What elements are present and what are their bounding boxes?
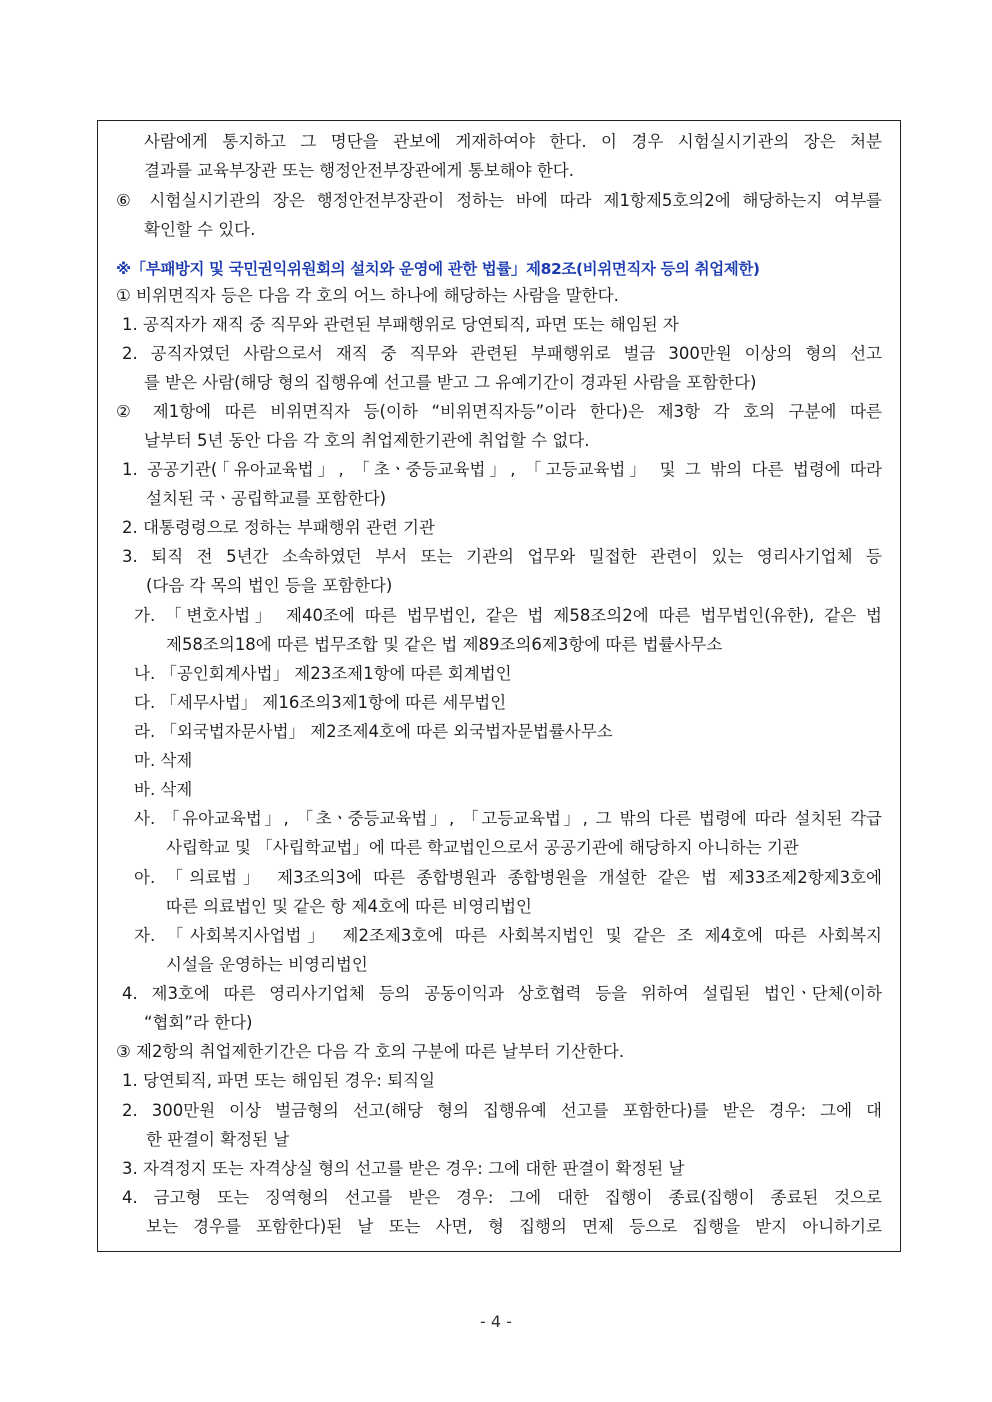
text-line: 날부터 5년 동안 다음 각 호의 취업제한기관에 취업할 수 없다. bbox=[144, 431, 590, 450]
text-line: 한 판결이 확정된 날 bbox=[146, 1130, 290, 1149]
text-line: 2. 대통령령으로 정하는 부패행위 관련 기관 bbox=[122, 518, 435, 537]
text-line: 자. 「사회복지사업법」 제2조제3호에 따른 사회복지법인 및 같은 조 제4호에 따른 사회복지 bbox=[134, 926, 882, 945]
document-box bbox=[97, 120, 901, 1252]
text-line: “협회”라 한다) bbox=[144, 1013, 253, 1032]
text-line: ① 비위면직자 등은 다음 각 호의 어느 하나에 해당하는 사람을 말한다. bbox=[116, 286, 619, 305]
text-line: 다. 「세무사법」 제16조의3제1항에 따른 세무법인 bbox=[134, 693, 507, 712]
text-line: 4. 금고형 또는 징역형의 선고를 받은 경우: 그에 대한 집행이 종료(집행이 종료된 것으로 bbox=[122, 1188, 882, 1207]
text-line: 2. 300만원 이상 벌금형의 선고(해당 형의 집행유예 선고를 포함한다)를 받은 경우: 그에 대 bbox=[122, 1101, 882, 1120]
text-line: 보는 경우를 포함한다)된 날 또는 사면, 형 집행의 면제 등으로 집행을 받지 아니하기로 bbox=[146, 1217, 882, 1236]
text-line: 아. 「의료법」 제3조의3에 따른 종합병원과 종합병원을 개설한 같은 법 제33조제2항제3호에 bbox=[134, 868, 882, 887]
text-line: 4. 제3호에 따른 영리사기업체 등의 공동이익과 상호협력 등을 위하여 설립된 법인ㆍ단체(이하 bbox=[122, 984, 882, 1003]
text-line: 1. 공공기관(「유아교육법」, 「초ㆍ중등교육법」, 「고등교육법」 및 그 밖의 다른 법령에 따라 bbox=[122, 460, 882, 479]
text-line: 사립학교 및 「사립학교법」에 따른 학교법인으로서 공공기관에 해당하지 아니하는 기관 bbox=[166, 838, 799, 857]
page-number: - 4 - bbox=[480, 1312, 512, 1331]
text-line: 바. 삭제 bbox=[134, 780, 193, 799]
text-line: 라. 「외국법자문사법」 제2조제4호에 따른 외국법자문법률사무소 bbox=[134, 722, 613, 741]
text-line: 3. 퇴직 전 5년간 소속하였던 부서 또는 기관의 업무와 밀접한 관련이 있는 영리사기업체 등 bbox=[122, 547, 882, 566]
text-line: 가. 「변호사법」 제40조에 따른 법무법인, 같은 법 제58조의2에 따른 법무법인(유한), 같은 법 bbox=[134, 606, 882, 625]
text-line: 를 받은 사람(해당 형의 집행유예 선고를 받고 그 유예기간이 경과된 사람을 포함한다) bbox=[144, 373, 757, 392]
text-line: ③ 제2항의 취업제한기간은 다음 각 호의 구분에 따른 날부터 기산한다. bbox=[116, 1042, 625, 1061]
text-line: 1. 공직자가 재직 중 직무와 관련된 부패행위로 당연퇴직, 파면 또는 해임된 자 bbox=[122, 315, 679, 334]
text-line: ⑥ 시험실시기관의 장은 행정안전부장관이 정하는 바에 따라 제1항제5호의2에 해당하는지 여부를 bbox=[116, 191, 882, 210]
law-heading: ※「부패방지 및 국민권익위원회의 설치와 운영에 관한 법률」제82조(비위면직자 등의 취업제한) bbox=[116, 260, 760, 278]
text-line: 마. 삭제 bbox=[134, 751, 193, 770]
text-line: (다음 각 목의 법인 등을 포함한다) bbox=[146, 576, 393, 595]
text-line: 2. 공직자였던 사람으로서 재직 중 직무와 관련된 부패행위로 벌금 300만원 이상의 형의 선고 bbox=[122, 344, 882, 363]
text-line: 시설을 운영하는 비영리법인 bbox=[166, 955, 368, 974]
text-line: 따른 의료법인 및 같은 항 제4호에 따른 비영리법인 bbox=[166, 897, 532, 916]
text-line: 사. 「유아교육법」, 「초ㆍ중등교육법」, 「고등교육법」, 그 밖의 다른 법령에 따라 설치된 각급 bbox=[134, 809, 882, 828]
text-line: 1. 당연퇴직, 파면 또는 해임된 경우: 퇴직일 bbox=[122, 1071, 436, 1090]
text-line: 설치된 국ㆍ공립학교를 포함한다) bbox=[146, 489, 387, 508]
text-line: 확인할 수 있다. bbox=[144, 220, 256, 239]
text-line: 제58조의18에 따른 법무조합 및 같은 법 제89조의6제3항에 따른 법률사무소 bbox=[166, 635, 723, 654]
text-line: 나. 「공인회계사법」 제23조제1항에 따른 회계법인 bbox=[134, 664, 512, 683]
text-line: 사람에게 통지하고 그 명단을 관보에 게재하여야 한다. 이 경우 시험실시기관의 장은 처분 bbox=[144, 132, 882, 151]
text-line: 3. 자격정지 또는 자격상실 형의 선고를 받은 경우: 그에 대한 판결이 확정된 날 bbox=[122, 1159, 685, 1178]
text-line: ② 제1항에 따른 비위면직자 등(이하 “비위면직자등”이라 한다)은 제3항 각 호의 구분에 따른 bbox=[116, 402, 882, 421]
text-line: 결과를 교육부장관 또는 행정안전부장관에게 통보해야 한다. bbox=[144, 161, 574, 180]
